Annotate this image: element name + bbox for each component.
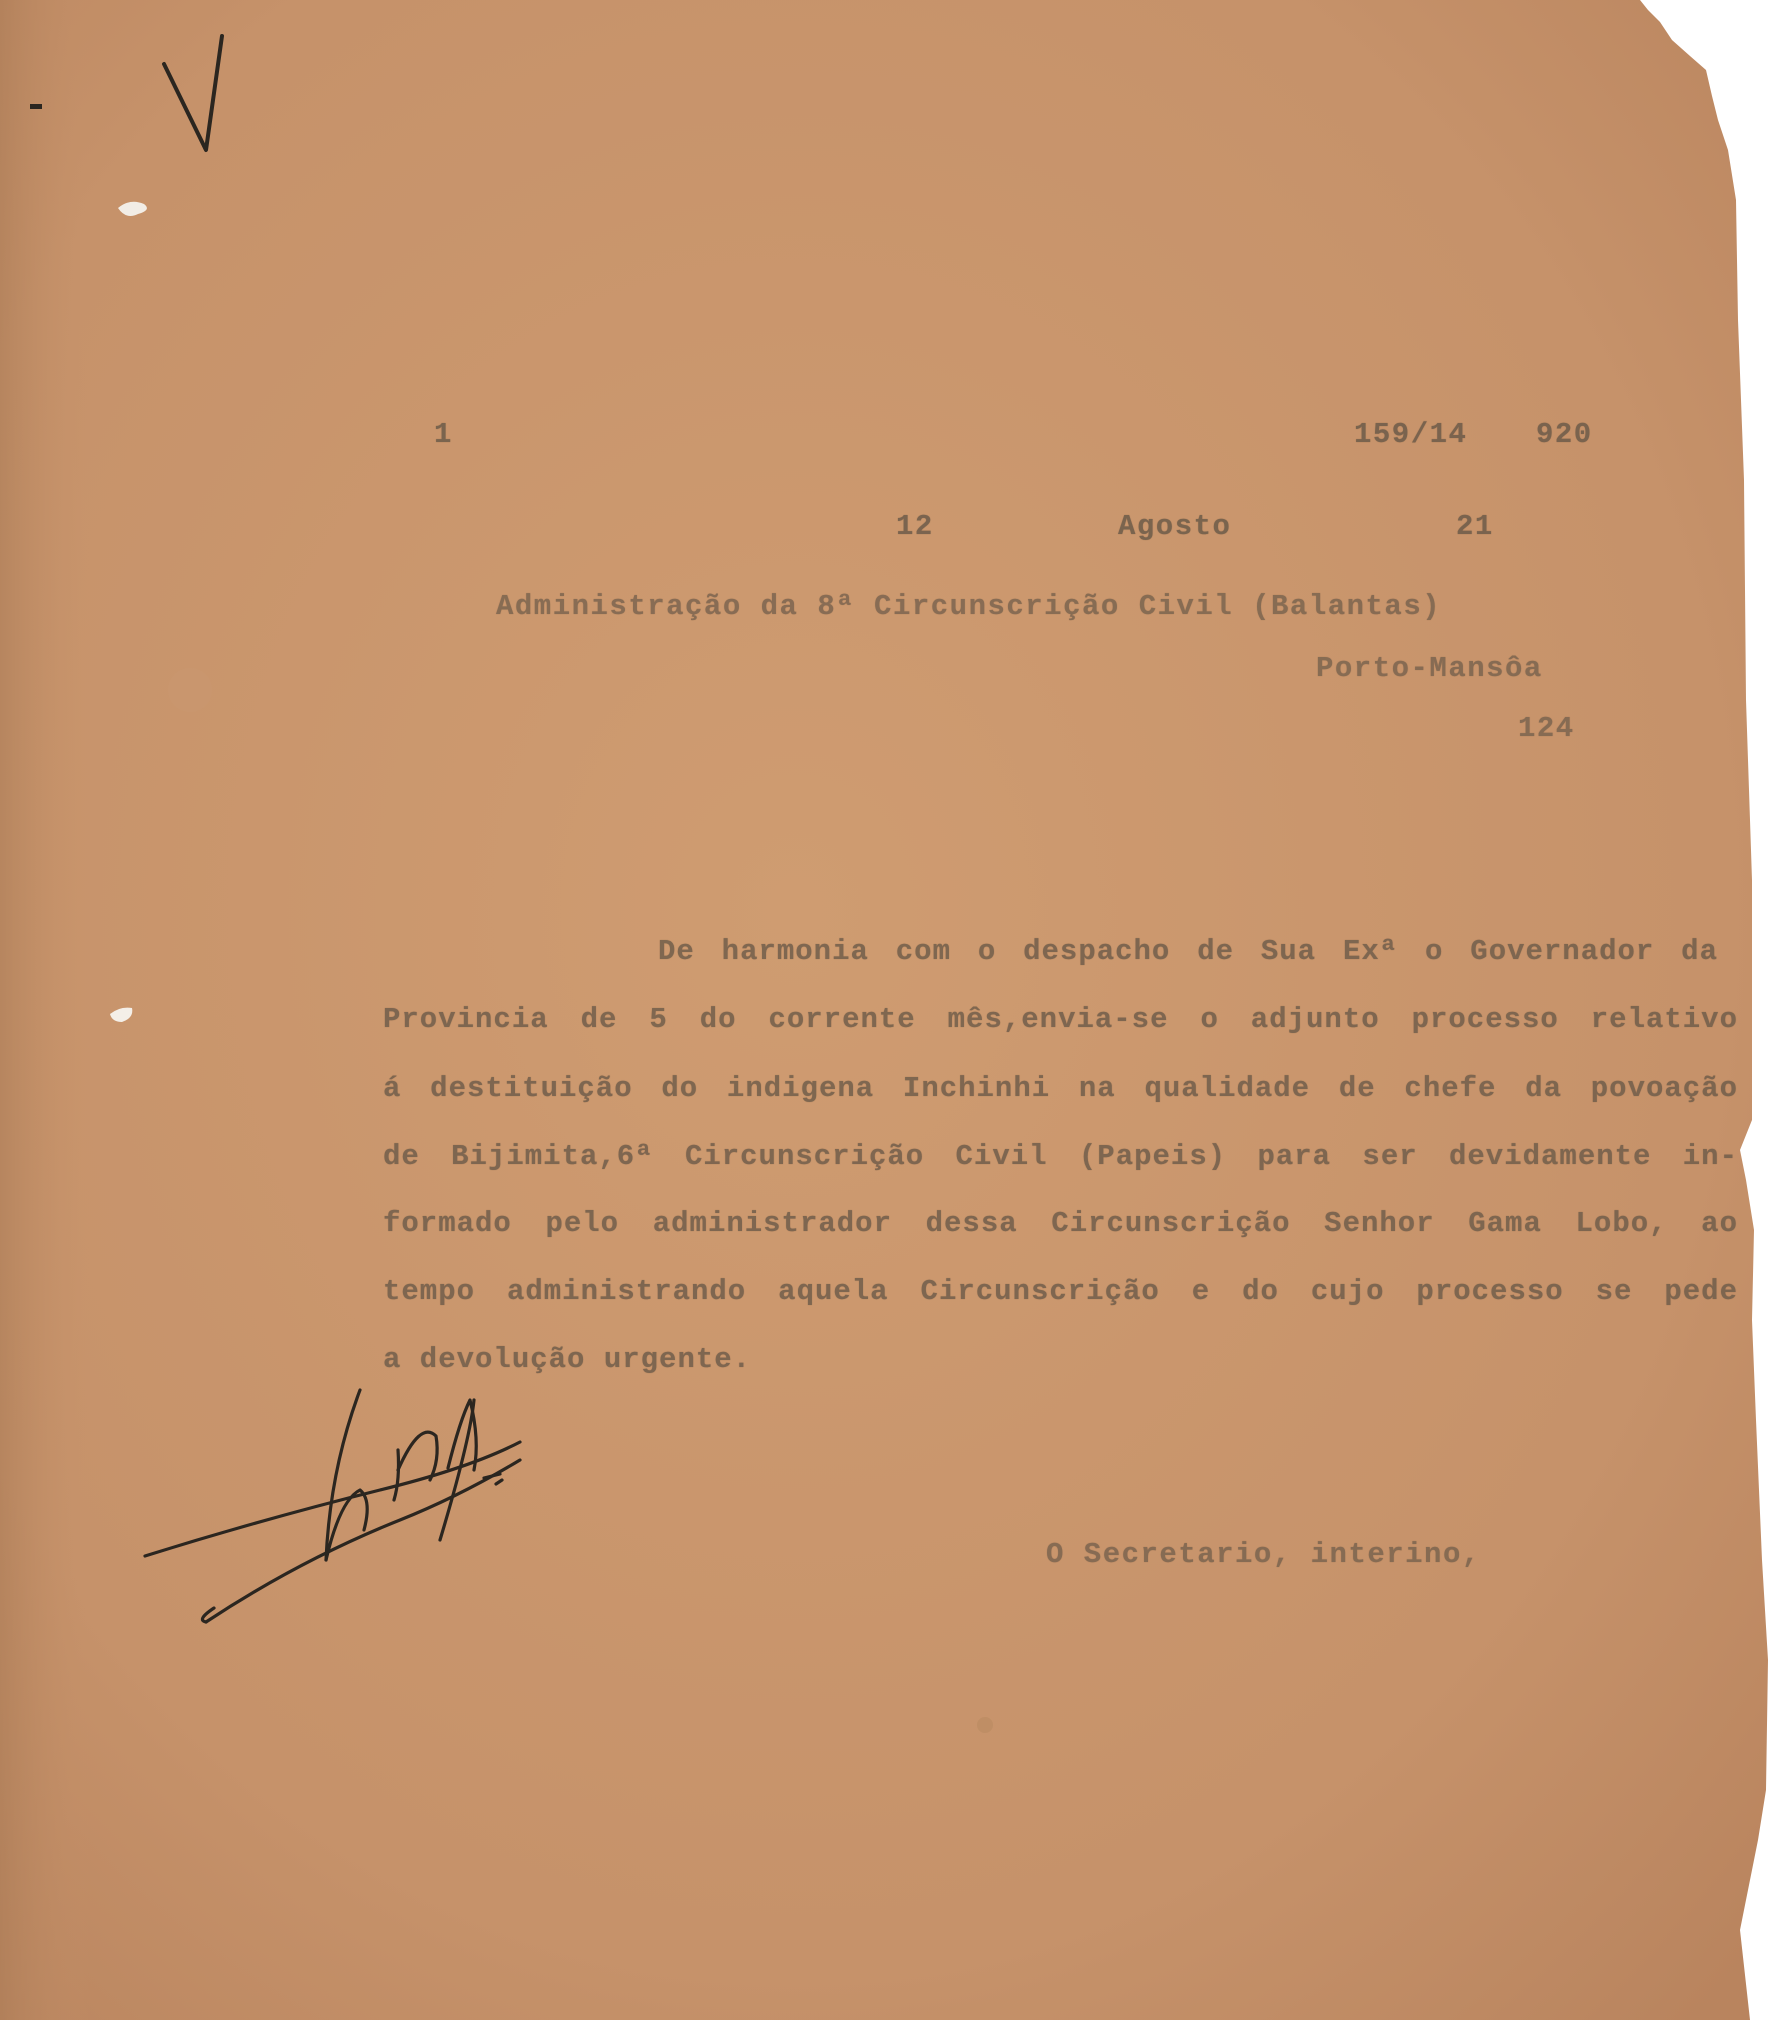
- date-year: 21: [1456, 510, 1494, 543]
- date-month: Agosto: [1118, 510, 1232, 543]
- left-edge-shade: [0, 0, 90, 2020]
- paper-stain: [977, 1717, 993, 1733]
- addressee-number: 124: [1518, 712, 1575, 745]
- closing-signatory: O Secretario, interino,: [1046, 1538, 1481, 1571]
- body-line-2: Provincia de 5 do corrente mês,envia-se o adjunto processo relativo: [383, 1003, 1738, 1036]
- body-line-1: De harmonia com o despacho de Sua Exª o Governador da: [658, 935, 1718, 968]
- body-line-5: formado pelo administrador dessa Circunscrição Senhor Gama Lobo, ao: [383, 1207, 1738, 1240]
- addressee-line: Administração da 8ª Circunscrição Civil (Balantas): [496, 590, 1442, 623]
- reference-number: 159/14: [1354, 418, 1468, 451]
- paper-stain: [168, 668, 212, 712]
- date-day: 12: [896, 510, 934, 543]
- addressee-place: Porto-Mansôa: [1316, 652, 1543, 685]
- body-line-6: tempo administrando aquela Circunscrição e do cujo processo se pede: [383, 1275, 1738, 1308]
- left-number: 1: [434, 418, 453, 451]
- reference-year: 920: [1536, 418, 1593, 451]
- body-line-3: á destituição do indigena Inchinhi na qualidade de chefe da povoação: [383, 1072, 1738, 1105]
- body-line-4: de Bijimita,6ª Circunscrição Civil (Papeis) para ser devidamente in-: [383, 1140, 1738, 1173]
- ink-dash: [30, 104, 42, 109]
- body-line-7: a devolução urgente.: [383, 1343, 752, 1376]
